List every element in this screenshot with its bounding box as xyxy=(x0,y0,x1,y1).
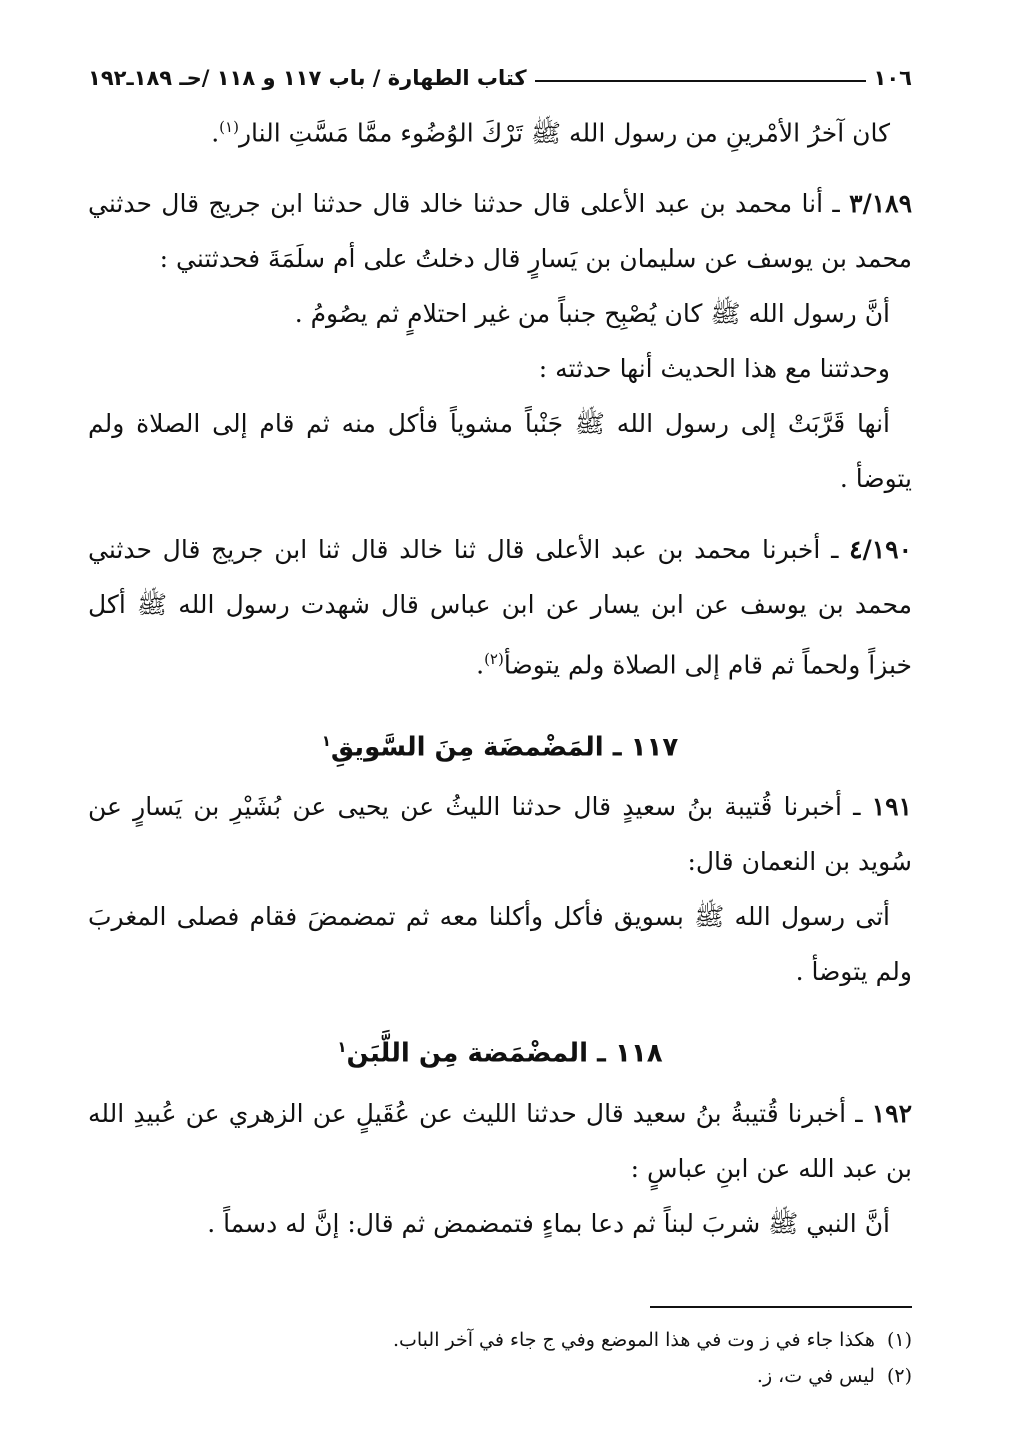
hadith-192-number: ١٩٢ xyxy=(871,1098,913,1128)
hadith-192-text: ـ أخبرنا قُتيبةُ بنُ سعيد قال حدثنا الليث عن عُقَيلٍ عن الزهري عن عُبيدِ الله بن عبد الله عن ابنِ عباسٍ : xyxy=(88,1098,912,1183)
header-rule xyxy=(535,80,866,82)
section-118-number: ١١٨ xyxy=(615,1038,663,1069)
paragraph-p5: أنها قَرَّبَتْ إلى رسول الله ﷺ جَنْباً مشوياً فأكل منه ثم قام إلى الصلاة ولم يتوضأ . xyxy=(88,409,912,494)
hadith-189 xyxy=(88,176,912,286)
footnotes xyxy=(88,1322,912,1394)
hadith-190-end: . xyxy=(476,650,485,680)
footnote-1 xyxy=(88,1322,912,1358)
p1-text: كان آخرُ الأمْرينِ من رسول الله ﷺ تَرْكَ الوُضُوء ممَّا مَسَّتِ النار xyxy=(238,118,890,148)
section-118-title: ـ المضْمَضة مِن اللَّبَن xyxy=(346,1038,606,1069)
footnote-separator xyxy=(650,1306,912,1308)
hadith-192 xyxy=(88,1086,912,1196)
footnote-2 xyxy=(88,1358,912,1394)
paragraph-p3: أنَّ رسول الله ﷺ كان يُصْبِح جنباً من غير احتلامٍ ثم يصُومُ . xyxy=(294,299,890,329)
footnote-2-text: ليس في ت، ز. xyxy=(756,1365,875,1387)
section-117-mark: ١ xyxy=(321,731,331,750)
hadith-190-number: ٤/١٩٠ xyxy=(849,535,912,565)
hadith-190 xyxy=(88,522,912,692)
running-title: كتاب الطهارة / باب ١١٧ و ١١٨ /حـ ١٨٩ـ١٩٢ xyxy=(88,66,527,90)
p1-end: . xyxy=(211,118,220,148)
footnote-ref-2: (٢) xyxy=(484,650,504,669)
paragraph-p1 xyxy=(88,100,912,160)
hadith-191 xyxy=(88,779,912,889)
hadith-189-number: ٣/١٨٩ xyxy=(849,189,912,219)
paragraph-p10: أنَّ النبي ﷺ شربَ لبناً ثم دعا بماءٍ فتمضمض ثم قال: إنَّ له دسماً . xyxy=(207,1208,890,1238)
footnote-1-number: (١) xyxy=(886,1329,912,1351)
footnote-ref-1: (١) xyxy=(219,118,239,136)
paragraph-p8: أتى رسول الله ﷺ بسويق فأكل وأكلنا معه ثم تمضمضَ فقام فصلى المغربَ ولم يتوضأ . xyxy=(88,902,912,987)
hadith-189-text: ـ أنا محمد بن عبد الأعلى قال حدثنا خالد قال حدثنا ابن جريج قال حدثني محمد بن يوسف عن سليمان بن يَسارٍ قال دخلتُ على أم سلَمَةَ فحدثتني : xyxy=(88,189,912,274)
page-number: ١٠٦ xyxy=(873,66,912,90)
section-117-number: ١١٧ xyxy=(630,732,679,763)
section-heading-118 xyxy=(88,1025,912,1076)
footnote-2-number: (٢) xyxy=(886,1365,912,1387)
page-body xyxy=(88,62,912,1251)
hadith-190-text: ـ أخبرنا محمد بن عبد الأعلى قال ثنا خالد قال ثنا ابن جريج قال حدثني محمد بن يوسف عن ابن يسار عن ابن عباس قال شهدت رسول الله ﷺ أكل خبزاً ولحماً ثم قام إلى الصلاة ولم يتوضأ xyxy=(88,535,912,680)
section-118-mark: ١ xyxy=(337,1038,347,1057)
section-heading-117 xyxy=(88,719,912,770)
hadith-191-text: ـ أخبرنا قُتيبة بنُ سعيدٍ قال حدثنا الليثُ عن يحيى عن بُشَيْرِ بن يَسارٍ عن سُويد بن النعمان قال: xyxy=(88,792,912,877)
section-117-title: ـ المَضْمضَة مِنَ السَّويقِ xyxy=(330,732,622,763)
paragraph-p4: وحدثتنا مع هذا الحديث أنها حدثته : xyxy=(538,354,890,384)
page-header xyxy=(88,62,912,94)
footnote-1-text: هكذا جاء في ز وت في هذا الموضع وفي ج جاء في آخر الباب. xyxy=(392,1329,875,1351)
hadith-191-number: ١٩١ xyxy=(871,792,912,822)
